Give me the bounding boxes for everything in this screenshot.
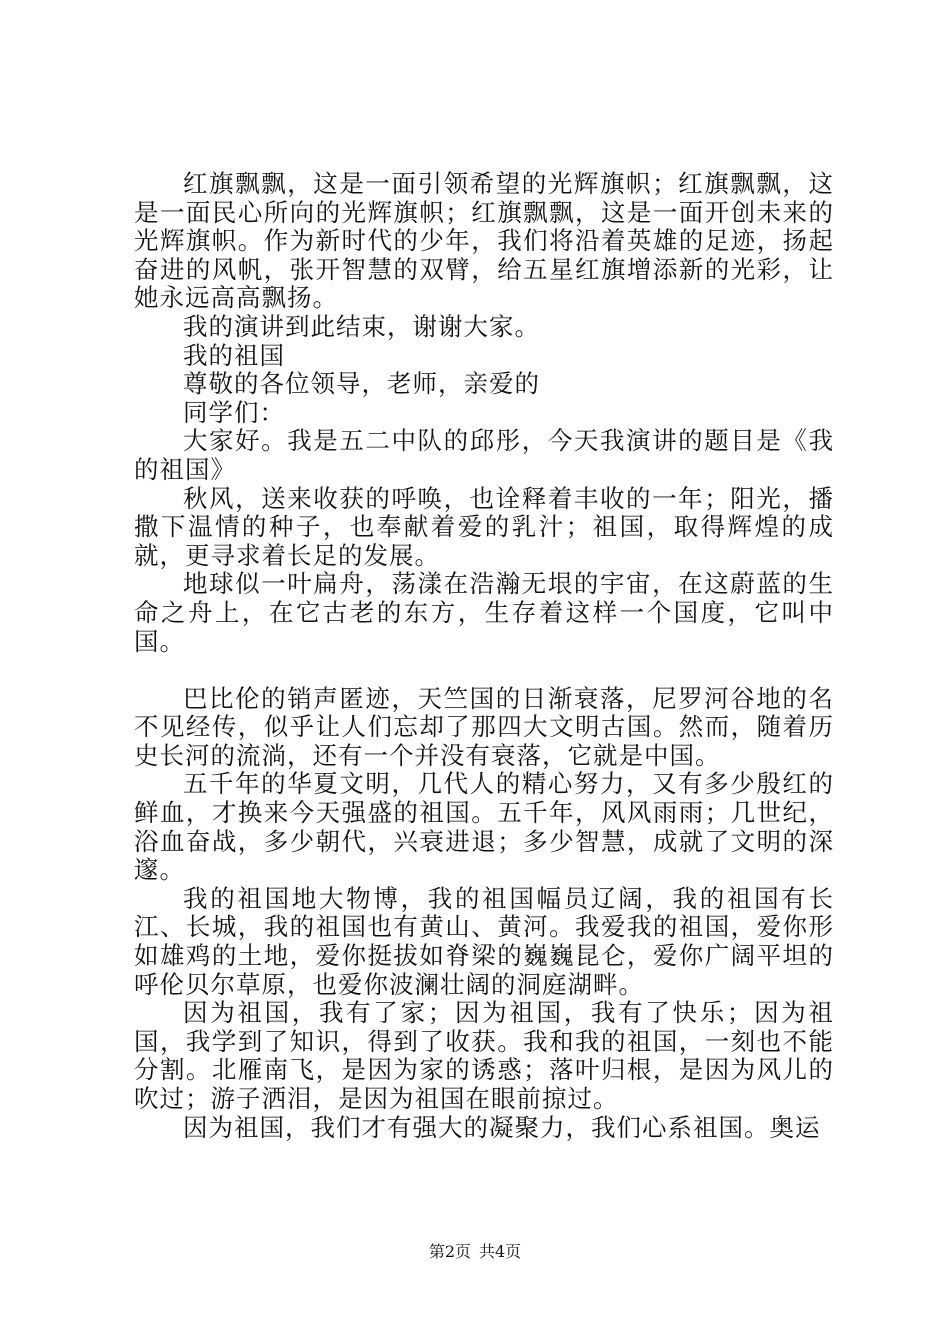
paragraph-1: 红旗飘飘，这是一面引领希望的光辉旗帜；红旗飘飘，这是一面民心所向的光辉旗帜；红旗飘飘，这是一面开创未来的光辉旗帜。作为新时代的少年，我们将沿着英雄的足迹，扬起奋进的风帆，张开智慧的双臂，给五星红旗增添新的光彩，让她永远高高飘扬。 xyxy=(134,169,834,313)
paragraph-five-thousand-years: 五千年的华夏文明，几代人的精心努力，又有多少殷红的鲜血，才换来今天强盛的祖国。五千年，风风雨雨；几世纪，浴血奋战，多少朝代，兴衰进退；多少智慧，成就了文明的深邃。 xyxy=(134,769,834,885)
paragraph-because-motherland: 因为祖国，我有了家；因为祖国，我有了快乐；因为祖国，我学到了知识，得到了收获。我和我的祖国，一刻也不能分割。北雁南飞，是因为家的诱惑；落叶归根，是因为风儿的吹过；游子洒泪，是因为祖国在眼前掠过。 xyxy=(134,998,834,1113)
page-footer xyxy=(0,1242,950,1262)
paragraph-autumn: 秋风，送来收获的呼唤，也诠释着丰收的一年；阳光，播撒下温情的种子，也奉献着爱的乳汁；祖国，取得辉煌的成就，更寻求着长足的发展。 xyxy=(134,483,834,570)
paragraph-babylon: 巴比伦的销声匿迹，天竺国的日渐衰落，尼罗河谷地的名不见经传，似乎让人们忘却了那四大文明古国。然而，随着历史长河的流淌，还有一个并没有衰落，它就是中国。 xyxy=(134,683,834,770)
paragraph-cohesion: 因为祖国，我们才有强大的凝聚力，我们心系祖国。奥运 xyxy=(183,1112,821,1142)
paragraph-greeting: 大家好。我是五二中队的邱彤，今天我演讲的题目是《我的祖国》 xyxy=(134,426,834,484)
document-body xyxy=(134,170,834,1142)
salutation-line-1: 尊敬的各位领导，老师，亲爱的 xyxy=(183,369,540,399)
page-number: 第2页 xyxy=(428,1242,471,1261)
paragraph-2: 我的演讲到此结束，谢谢大家。 xyxy=(183,311,540,341)
speech-title: 我的祖国 xyxy=(183,340,285,370)
page-total: 共4页 xyxy=(479,1242,522,1261)
paragraph-earth: 地球似一叶扁舟，荡漾在浩瀚无垠的宇宙，在这蔚蓝的生命之舟上，在它古老的东方，生存着这样一个国度，它叫中国。 xyxy=(134,569,834,656)
paragraph-vast-land: 我的祖国地大物博，我的祖国幅员辽阔，我的祖国有长江、长城，我的祖国也有黄山、黄河。我爱我的祖国，爱你形如雄鸡的土地，爱你挺拔如脊梁的巍巍昆仑，爱你广阔平坦的呼伦贝尔草原，也爱你波澜壮阔的洞庭湖畔。 xyxy=(134,883,834,999)
salutation-line-2: 同学们： xyxy=(183,397,285,427)
